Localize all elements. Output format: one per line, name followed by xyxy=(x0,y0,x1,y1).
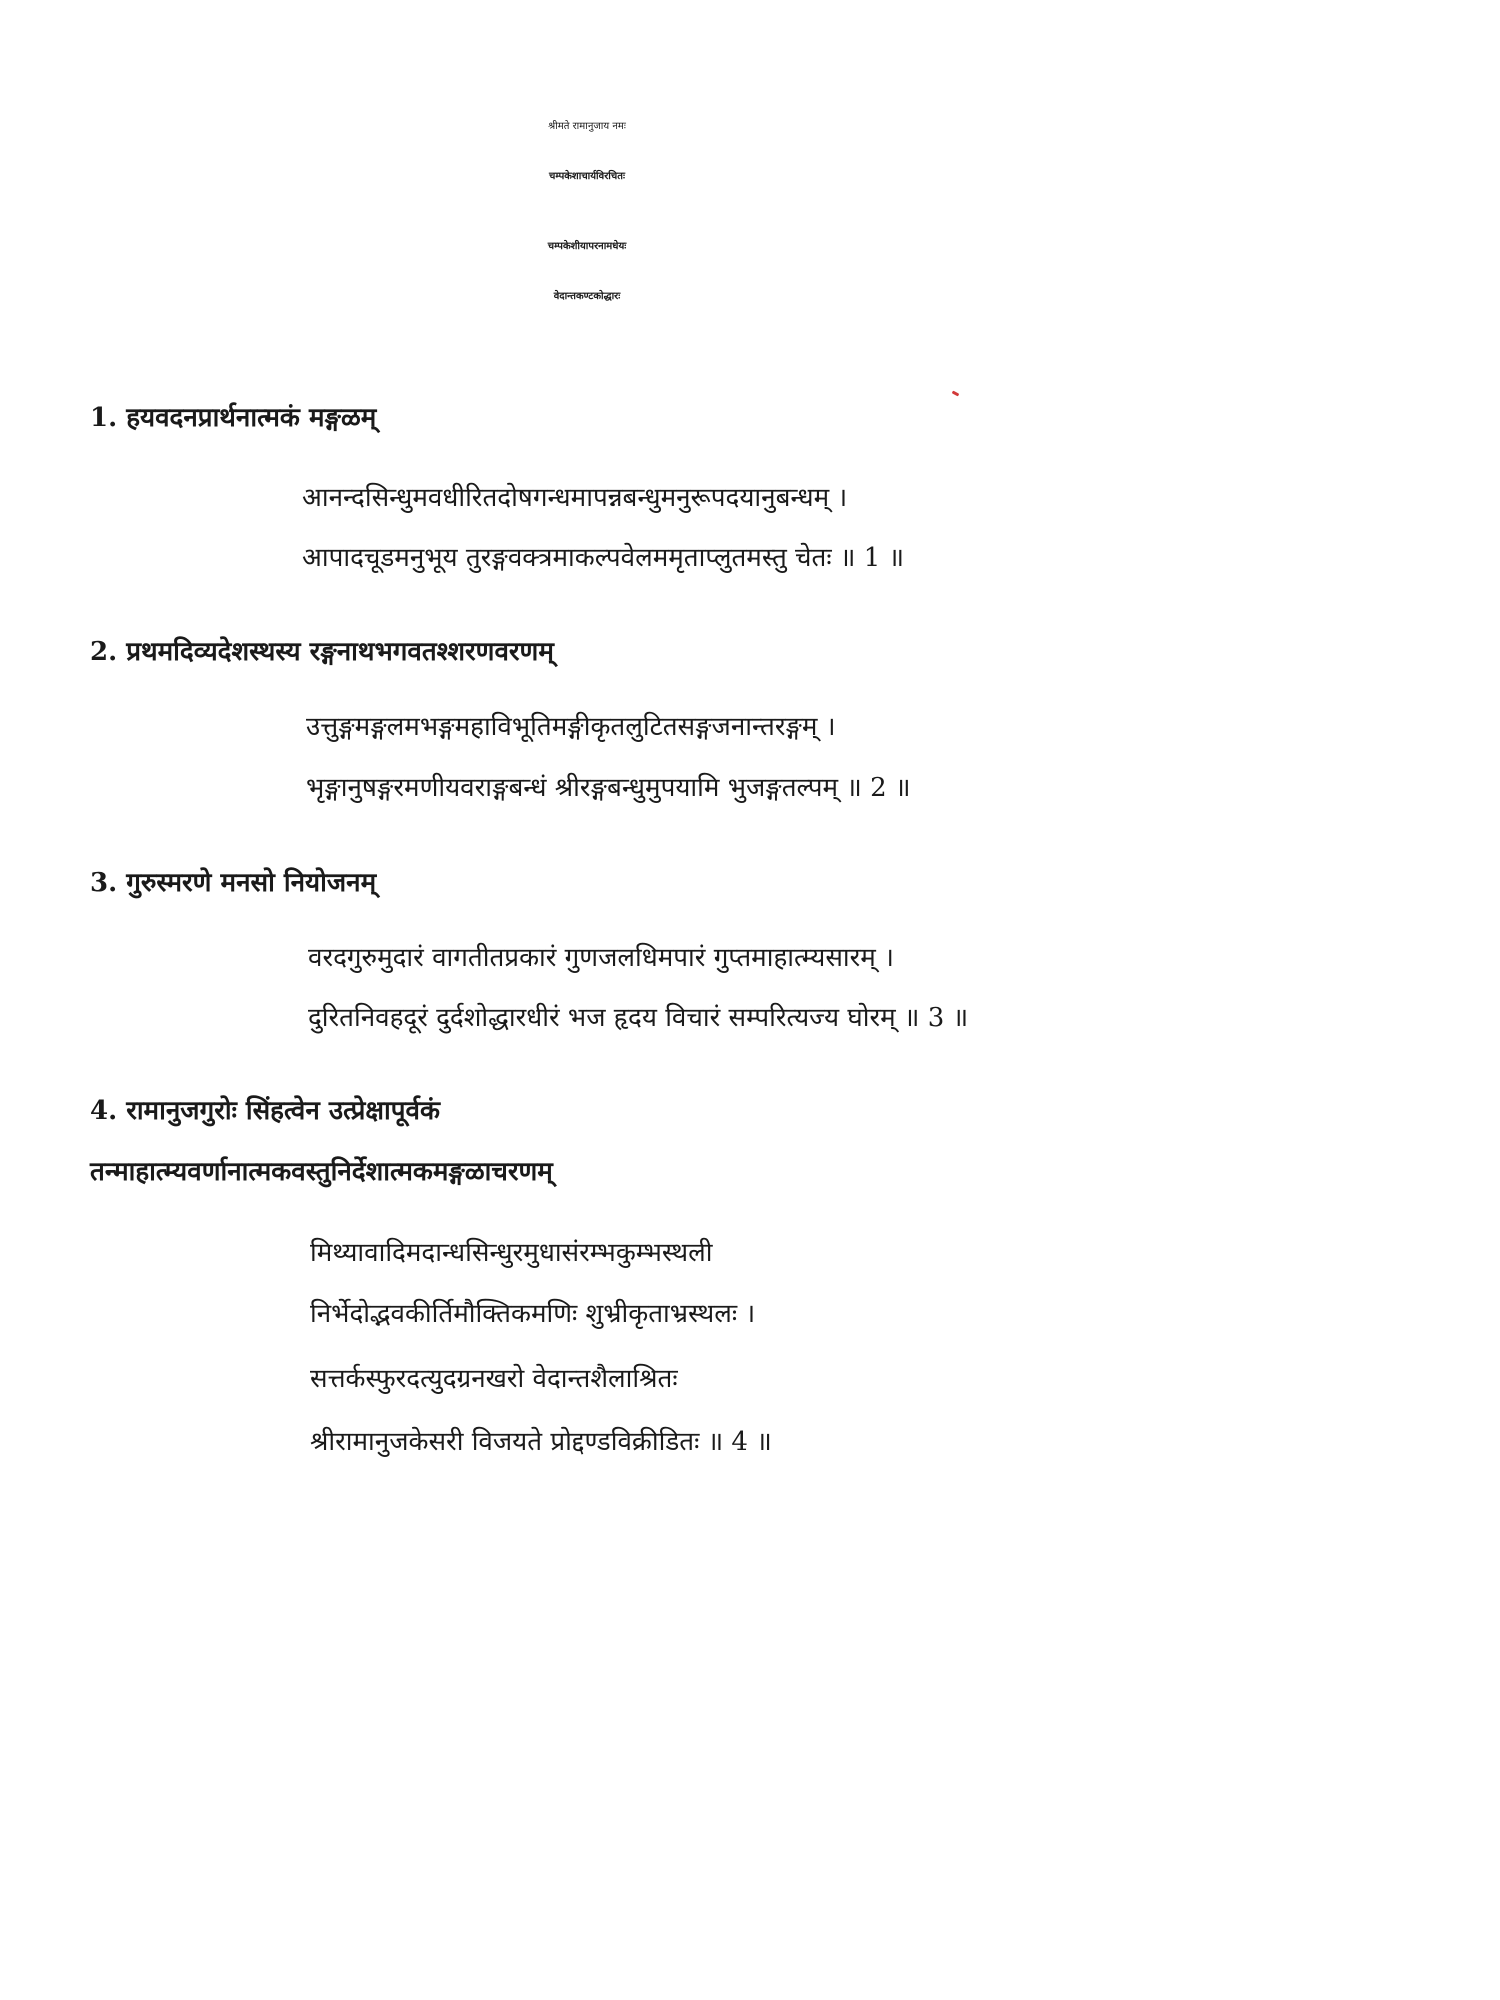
section-4-heading-line-1: 4. रामानुजगुरोः सिंहत्वेन उत्प्रेक्षापूर्वकं xyxy=(90,1096,440,1126)
section-3-verse-line-2: दुरितनिवहदूरं दुर्दशोद्धारधीरं भज हृदय विचारं सम्परित्यज्य घोरम् ॥ 3 ॥ xyxy=(308,1003,969,1033)
stray-red-mark xyxy=(952,391,960,397)
section-4-verse-line-2: निर्भेदोद्भवकीर्तिमौक्तिकमणिः शुभ्रीकृताभ्रस्थलः । xyxy=(310,1299,756,1329)
section-4-verse-line-1: मिथ्यावादिमदान्धसिन्धुरमुधासंरम्भकुम्भस्थली xyxy=(310,1238,713,1268)
section-4-verse-line-4: श्रीरामानुजकेसरी विजयते प्रोद्दण्डविक्रीडितः ॥ 4 ॥ xyxy=(310,1427,772,1457)
invocation-line: श्रीमते रामानुजाय नमः xyxy=(548,121,626,132)
section-2-verse-line-1: उत्तुङ्गमङ्गलमभङ्गमहाविभूतिमङ्गीकृतलुटितसङ्गजनान्तरङ्गम् । xyxy=(306,712,836,742)
section-2-heading: 2. प्रथमदिव्यदेशस्थस्य रङ्गनाथभगवतश्शरणवरणम् xyxy=(90,637,554,667)
author-line: चम्पकेशाचार्यविरचितः xyxy=(549,171,625,182)
section-2-verse-line-2: भृङ्गानुषङ्गरमणीयवराङ्गबन्धं श्रीरङ्गबन्धुमुपयामि भुजङ्गतल्पम् ॥ 2 ॥ xyxy=(306,773,911,803)
section-3-verse-line-1: वरदगुरुमुदारं वागतीतप्रकारं गुणजलधिमपारं गुप्तमाहात्म्यसारम् । xyxy=(308,943,894,973)
alternate-name-line: चम्पकेशीयापरनामधेयः xyxy=(547,241,627,252)
section-4-heading-line-2: तन्माहात्म्यवर्णानात्मकवस्तुनिर्देशात्मकमङ्गळाचरणम् xyxy=(90,1157,553,1187)
section-1-verse-line-2: आपादचूडमनुभूय तुरङ्गवक्त्रमाकल्पवेलममृताप्लुतमस्तु चेतः ॥ 1 ॥ xyxy=(302,543,905,573)
section-1-verse-line-1: आनन्दसिन्धुमवधीरितदोषगन्धमापन्नबन्धुमनुरूपदयानुबन्धम् । xyxy=(302,483,848,513)
work-title: वेदान्तकण्टकोद्धारः xyxy=(553,291,621,302)
section-4-verse-line-3: सत्तर्कस्फुरदत्युदग्रनखरो वेदान्तशैलाश्रितः xyxy=(310,1364,678,1394)
section-3-heading: 3. गुरुस्मरणे मनसो नियोजनम् xyxy=(90,868,377,898)
section-1-heading: 1. हयवदनप्रार्थनात्मकं मङ्गळम् xyxy=(90,403,377,433)
